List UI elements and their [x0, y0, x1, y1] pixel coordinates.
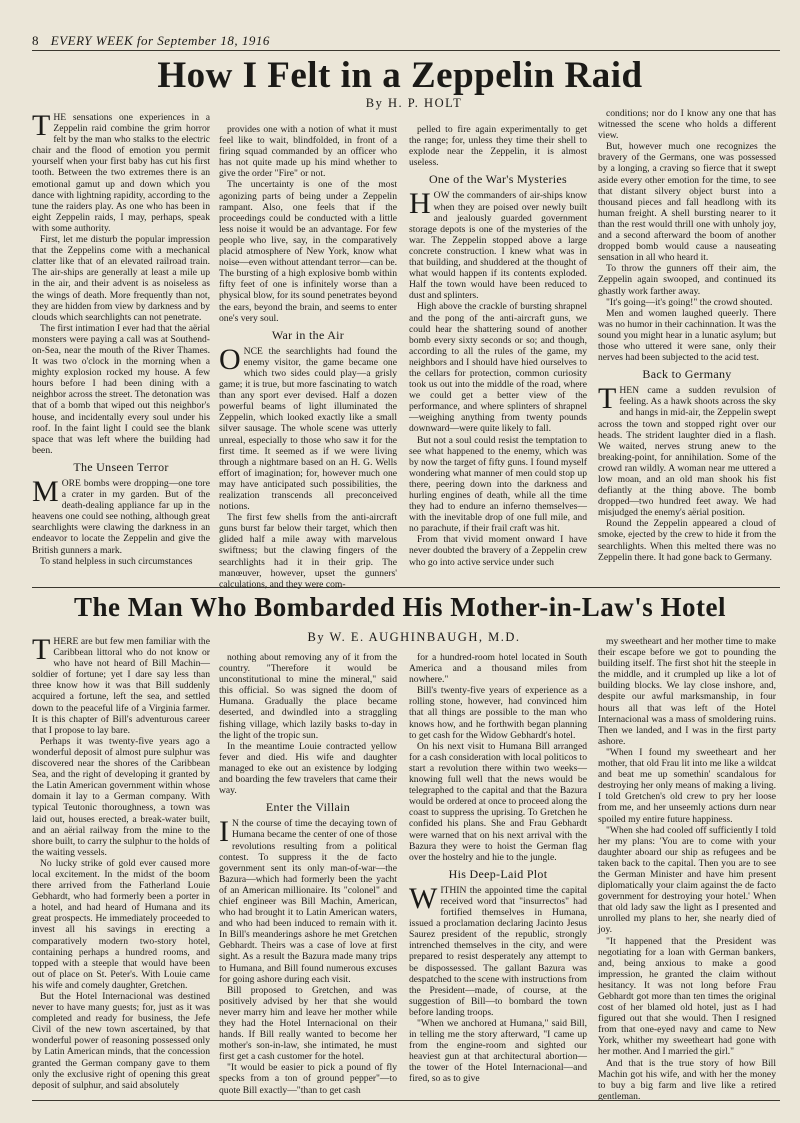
paragraph: To throw the gunners off their aim, the Zeppelin again swooped, and continued its ghastly work farther away.: [598, 263, 776, 297]
paragraph: HOW the commanders of air-ships know when they are poised over newly built and jealously guarded government storage depots is one of the mysteries of the war. The Zeppelin stopped above a large concrete construction. I knew what was in that building, and shuddered at the thought of what would happen if its contents exploded. Half the town would have been reduced to dust and splinters.: [409, 187, 587, 302]
article1-column-2: [219, 124, 397, 590]
article1-column-1: [32, 109, 210, 580]
paragraph: Bill proposed to Gretchen, and was positively advised by her that she would never marry him and leave her mother while they had the Hotel Internacional on their hands. If Bill really wanted to become her mother's son-in-law, she intimated, he must first get a cash customer for the hotel.: [219, 984, 397, 1063]
article2-column-1: [32, 633, 210, 1094]
paragraph: for a hundred-room hotel located in South America and a thousand miles from nowhere.": [409, 652, 587, 686]
section-heading: One of the War's Mysteries: [428, 172, 568, 187]
section-heading: War in the Air: [271, 327, 345, 342]
article2-column-2: [219, 652, 397, 1094]
paragraph: To stand helpless in such circumstances: [40, 555, 193, 567]
paragraph: Men and women laughed queerly. There was no humor in their cachinnation. It was the sound you might hear in a lunatic asylum; but those who uttered it were sane, only their nerves had been subjected to the acid test.: [598, 307, 776, 364]
paragraph: provides one with a notion of what it must feel like to wait, blindfolded, in front of a firing squad commanded by an officer who has not quite made up his mind whether to give the order "Fire" or not.: [219, 124, 397, 180]
paragraph: IN the course of time the decaying town of Humana became the center of one of those revolutions resulting from a political contest. To suppress it the de facto government sent its only man-of-war—the Bazura—which had formerly been the yacht of an American millionaire. Its "colonel" and chief engineer was Bill Machin, American, who had brought it to Latin American waters, and who had been induced to remain with it. In Bill's meanderings ashore he met Gretchen Gebhardt. Theirs was a case of love at first sight. As a result the Bazura made many trips to Humana, and Bill found numerous excuses for going ashore during each visit.: [219, 815, 397, 985]
paragraph: "It would be easier to pick a pound of fly specks from a ton of ground pepper"—to quote Bill exactly—"than to get cash: [219, 1062, 397, 1096]
paragraph: WITHIN the appointed time the capital received word that "insurrectos" had fortified themselves in Humana, issued a proclamation declaring Jacinto Jesus Saurez president of the republic, strongly intrenched themselves in the city, and were prepared to resist desperately any attempt to be dispossessed. The gallant Bazura was despatched to the scene with instructions from the President—made, of course, at the suggestion of Bill—to bombard the town before landing troops.: [409, 881, 587, 1018]
paragraph: First, let me disturb the popular impression that the Zeppelins come with a mechanical clatter like that of an elevated railroad train. The air-ships are generally at least a mile up in the air, and their advent is as noiseless as the wings of death. More frequently than not, they are hidden from view by darkness and by clouds which searchlights can not penetrate.: [32, 234, 210, 323]
section-heading: Enter the Villain: [265, 800, 351, 815]
paragraph: But not a soul could resist the temptation to see what happened to the enemy, which was by now the target of fifty guns. I found myself wondering what manner of men could stop up there, peering down into the darkness and hurling engines of death, while all the time they had to endure an inferno themselves—with the inevitable drop of one full mile, and no parachute, if their frail craft was hit.: [409, 434, 587, 535]
article1-title: How I Felt in a Zeppelin Raid: [157, 55, 643, 96]
paragraph: No lucky strike of gold ever caused more local excitement. In the midst of the boom there arrived from the Fatherland Louie Gebhardt, who had formerly been a porter in a hotel, and had heard of Humana and its great prospects. He immediately proceeded to invest all his savings in erecting a comparatively modern two-story hotel, containing perhaps a hundred rooms, and topped with a steeple that would have been out of place on St. Peter's. With Louie came his wife and comely daughter, Gretchen.: [32, 857, 210, 991]
paragraph: my sweetheart and her mother time to make their escape before we got to pounding the building itself. The first shot hit the steeple in the middle, and it crumpled up like a lot of building blocks. We lay close inshore, and, despite our awful marksmanship, in four hours all that was left of the Hotel Internacional was a mass of smoldering ruins. Then we landed, and I was in the first party ashore.: [598, 636, 776, 747]
paragraph: THE sensations one experiences in a Zeppelin raid combine the grim horror felt by the man who stalks to the electric chair and the flood of emotion you permit yourself when your first baby has cut his first tooth. Between the two extremes there is an emotional gamut up and down which you dance with lightning rapidity, according to the tune the raiders play. As one who has been in eight Zeppelin raids, I may, perhaps, speak with some authority.: [32, 109, 210, 234]
section-heading: Back to Germany: [642, 367, 732, 382]
paragraph: THERE are but few men familiar with the Caribbean littoral who do not know or who have not heard of Bill Machin—soldier of fortune; yet I dare say less than three know how it was that Bill suddenly acquired a fortune, left the sea, and settled down to the peaceful life of a Virginia farmer. It is this chapter of Bill's adventurous career that I propose to lay bare.: [32, 633, 210, 736]
paragraph: And that is the true story of how Bill Machin got his wife, and with her the money to buy a big farm and live like a retired gentleman.: [598, 1057, 776, 1102]
paragraph: On his next visit to Humana Bill arranged for a cash consideration with local politicos to start a revolution there within two weeks—knowing full well that the news would be telegraphed to the capital and that the Bazura would be ordered at once to proceed along the coast to suppress the uprising. To Gretchen he confided his plans. She and Frau Gebhardt were warned that on his next arrival with the Bazura they were to hoist the German flag over the hostelry and hie to the jungle.: [409, 740, 587, 863]
paragraph: "When I found my sweetheart and her mother, that old Frau lit into me like a wildcat and beat me up somethin' scandalous for destroying her only means of making a living. I told Gretchen's old crew to pry her loose from me, and her unseemly actions durn near spoiled my entire future happiness.: [598, 746, 776, 825]
paragraph: Perhaps it was twenty-five years ago a wonderful deposit of almost pure sulphur was discovered near the shores of the Caribbean Sea, and the right of developing it granted by the Latin American government within whose domain it lay to a German company. With typical Teutonic thoroughness, a town was laid out, houses erected, a break-water built, and an aërial railway from the mine to the shore built, to carry the sulphur to the holds of the waiting vessels.: [32, 735, 210, 858]
paragraph: MORE bombs were dropping—one tore a crater in my garden. But of the death-dealing appliance far up in the heavens one could see nothing, although great searchlights were clawing the darkness in an endeavor to locate the Zeppelin and give the British gunners a mark.: [32, 475, 210, 556]
paragraph: From that vivid moment onward I have never doubted the bravery of a Zeppelin crew who go into active service under such: [409, 534, 587, 568]
paragraph: conditions; nor do I know any one that has witnessed the scene who holds a different view.: [598, 108, 776, 142]
paragraph: "When we anchored at Humana," said Bill, in telling me the story afterward, "I came up from the engine-room and sighted our heaviest gun at that architectural abortion—the tower of the Hotel Internacional—and fired, so as to give: [409, 1018, 587, 1085]
paragraph: But, however much one recognizes the bravery of the Germans, one was possessed by a longing, a craving so fierce that it swept aside every other emotion for the time, to see that distant silvery object burst into a thousand pieces and fall headlong with its human freight. A shell bursting nearer to it than the rest would thrill one with unholy joy, and a second afterward the boom of another dropped bomb would cause a nauseating sensation in all who heard it.: [598, 141, 776, 264]
article1-byline: By H. P. HOLT: [365, 96, 463, 110]
running-head: [32, 33, 270, 49]
section-heading: His Deep-Laid Plot: [448, 866, 548, 881]
paragraph: The first intimation I ever had that the aërial monsters were paying a call was at Southend-on-Sea, near the mouth of the River Thames. It was two o'clock in the morning when a mighty explosion rocked my house. A few hours before I had been dining with a neighbor across the street. The detonation was that of a bomb that wiped out this neighbor's house, and incidentally every soul under his roof. In the faint light I could see the blank space that was left where the building had been.: [32, 322, 210, 456]
paragraph: ONCE the searchlights had found the enemy visitor, the game became one which two sides could play—a grisly game; it is true, but more fascinating to watch than any sport ever devised. Half a dozen powerful beams of light illuminated the Zeppelin, which looked exactly like a small silver sausage. The whole scene was utterly unreal, especially to those who saw it for the first time. It seemed as if we were living through a nightmare based on an H. G. Wells effort of imagination; for, however much one may have anticipated such possibilities, the realization transcends all preconceived notions.: [219, 342, 397, 513]
article1-column-3: [409, 124, 587, 580]
paragraph: "It's going—it's going!" the crowd shouted.: [606, 296, 773, 308]
paragraph: pelled to fire again experimentally to get the range; for, unless they time their shell to explode near the Zeppelin, it is almost useless.: [409, 124, 587, 169]
article1-column-4: [598, 108, 776, 580]
page-number: 8: [32, 33, 39, 48]
paragraph: Round the Zeppelin appeared a cloud of smoke, ejected by the crew to hide it from the searchlights. When this melted there was no Zeppelin there. It had gone back to Germany.: [598, 518, 776, 563]
article-divider: [32, 587, 780, 588]
article2-column-4: [598, 636, 776, 1102]
section-heading: The Unseen Terror: [73, 459, 169, 474]
paragraph: The first few shells from the anti-aircraft guns burst far below their target, which then glided half a mile away with marvelous swiftness; but the clawing fingers of the searchlights had it in their grip. The manœuver, however, upset the gunners' calculations, and they were com-: [219, 512, 397, 590]
paragraph: "When she had cooled off sufficiently I told her my plans: 'You are to come with your daughter aboard our ship as refugees and be taken back to the capital. Then you are to see the German Minister and have him present diplomatically your claim against the de facto government for destroying your hotel.' When that old lady saw the light as I presented and unrolled my plans to her, she nearly died of joy.: [598, 824, 776, 936]
paragraph: THEN came a sudden revulsion of feeling. As a hawk shoots across the sky and hangs in mid-air, the Zeppelin swept across the town and stopped right over our heads. The strident laughter died in a flash. We waited, nerves strung anew to the breaking-point, for annihilation. Some of the crowd ran wildly. A woman near me uttered a low moan, and an old man shook his fist defiantly at the thing above. The bomb dropped—two hundred feet away. We had misjudged the enemy's aërial position.: [598, 382, 776, 519]
publication-line: EVERY WEEK for September 18, 1916: [50, 33, 270, 48]
paragraph: High above the crackle of bursting shrapnel and the pong of the anti-aircraft guns, we could hear the shattering sound of another bomb every sixty seconds or so; and though, according to all the rules of the game, my neighbors and I should have hied ourselves to the cellars for protection, common curiosity took us out into the middle of the road, where we could get a better view of the performance, and where splinters of shrapnel—weighing anything from twenty pounds downward—were quite likely to fall.: [409, 301, 587, 435]
paragraph: "It happened that the President was negotiating for a loan with German bankers, and, being anxious to make a good impression, he granted the claim without hesitancy. It was not long before Frau Gebhardt got more than ten times the original cost of her blamed old hotel, just as I had figured out that she would. Then I resigned from that one-eyed navy and came to New York, whither my sweetheart had gone with her mother. And I married the girl.": [598, 935, 776, 1058]
article2-column-3: [409, 652, 587, 1094]
article2-title: The Man Who Bombarded His Mother-in-Law's Hotel: [73, 592, 726, 622]
paragraph: In the meantime Louie contracted yellow fever and died. His wife and daughter managed to eke out an existence by lodging and boarding the few travelers that came their way.: [219, 740, 397, 797]
article2-byline: By W. E. AUGHINBAUGH, M.D.: [307, 630, 521, 644]
paragraph: nothing about removing any of it from the country. "Therefore it would be unconstitutional to mine the mineral," said this official. So was signed the doom of Humana. Gradually the place became deserted, and dwindled into a straggling fishing village, which lazily basks to-day in the light of the tropic sun.: [219, 652, 397, 741]
top-rule: [32, 50, 780, 51]
paragraph: Bill's twenty-five years of experience as a rolling stone, however, had convinced him that all things are possible to the man who knows how, and he forthwith began planning to get cash for the Widow Gebhardt's hotel.: [409, 685, 587, 741]
paragraph: The uncertainty is one of the most agonizing parts of being under a Zeppelin rampant. Also, one feels that if the proceedings could be conducted with a little less noise it would be an advantage. For few people who live, say, in the comparatively placid atmosphere of New York, know what noise—even without attendant terror—can be. The bursting of a high explosive bomb within fifty feet of one is infinitely worse than a physical blow, for its sound penetrates beyond the ears, beyond the brain, and seems to enter one's very soul.: [219, 179, 397, 324]
bottom-rule: [32, 1100, 780, 1101]
paragraph: But the Hotel Internacional was destined never to have many guests; for, just as it was completed and ready for business, the Jefe Civil of the new town ascertained, by that wonderful power of reasoning possessed only by Latin American minds, that the concession granted the German company gave to them only the exclusive right of opening this great deposit of sulphur, and said absolutely: [32, 991, 210, 1091]
